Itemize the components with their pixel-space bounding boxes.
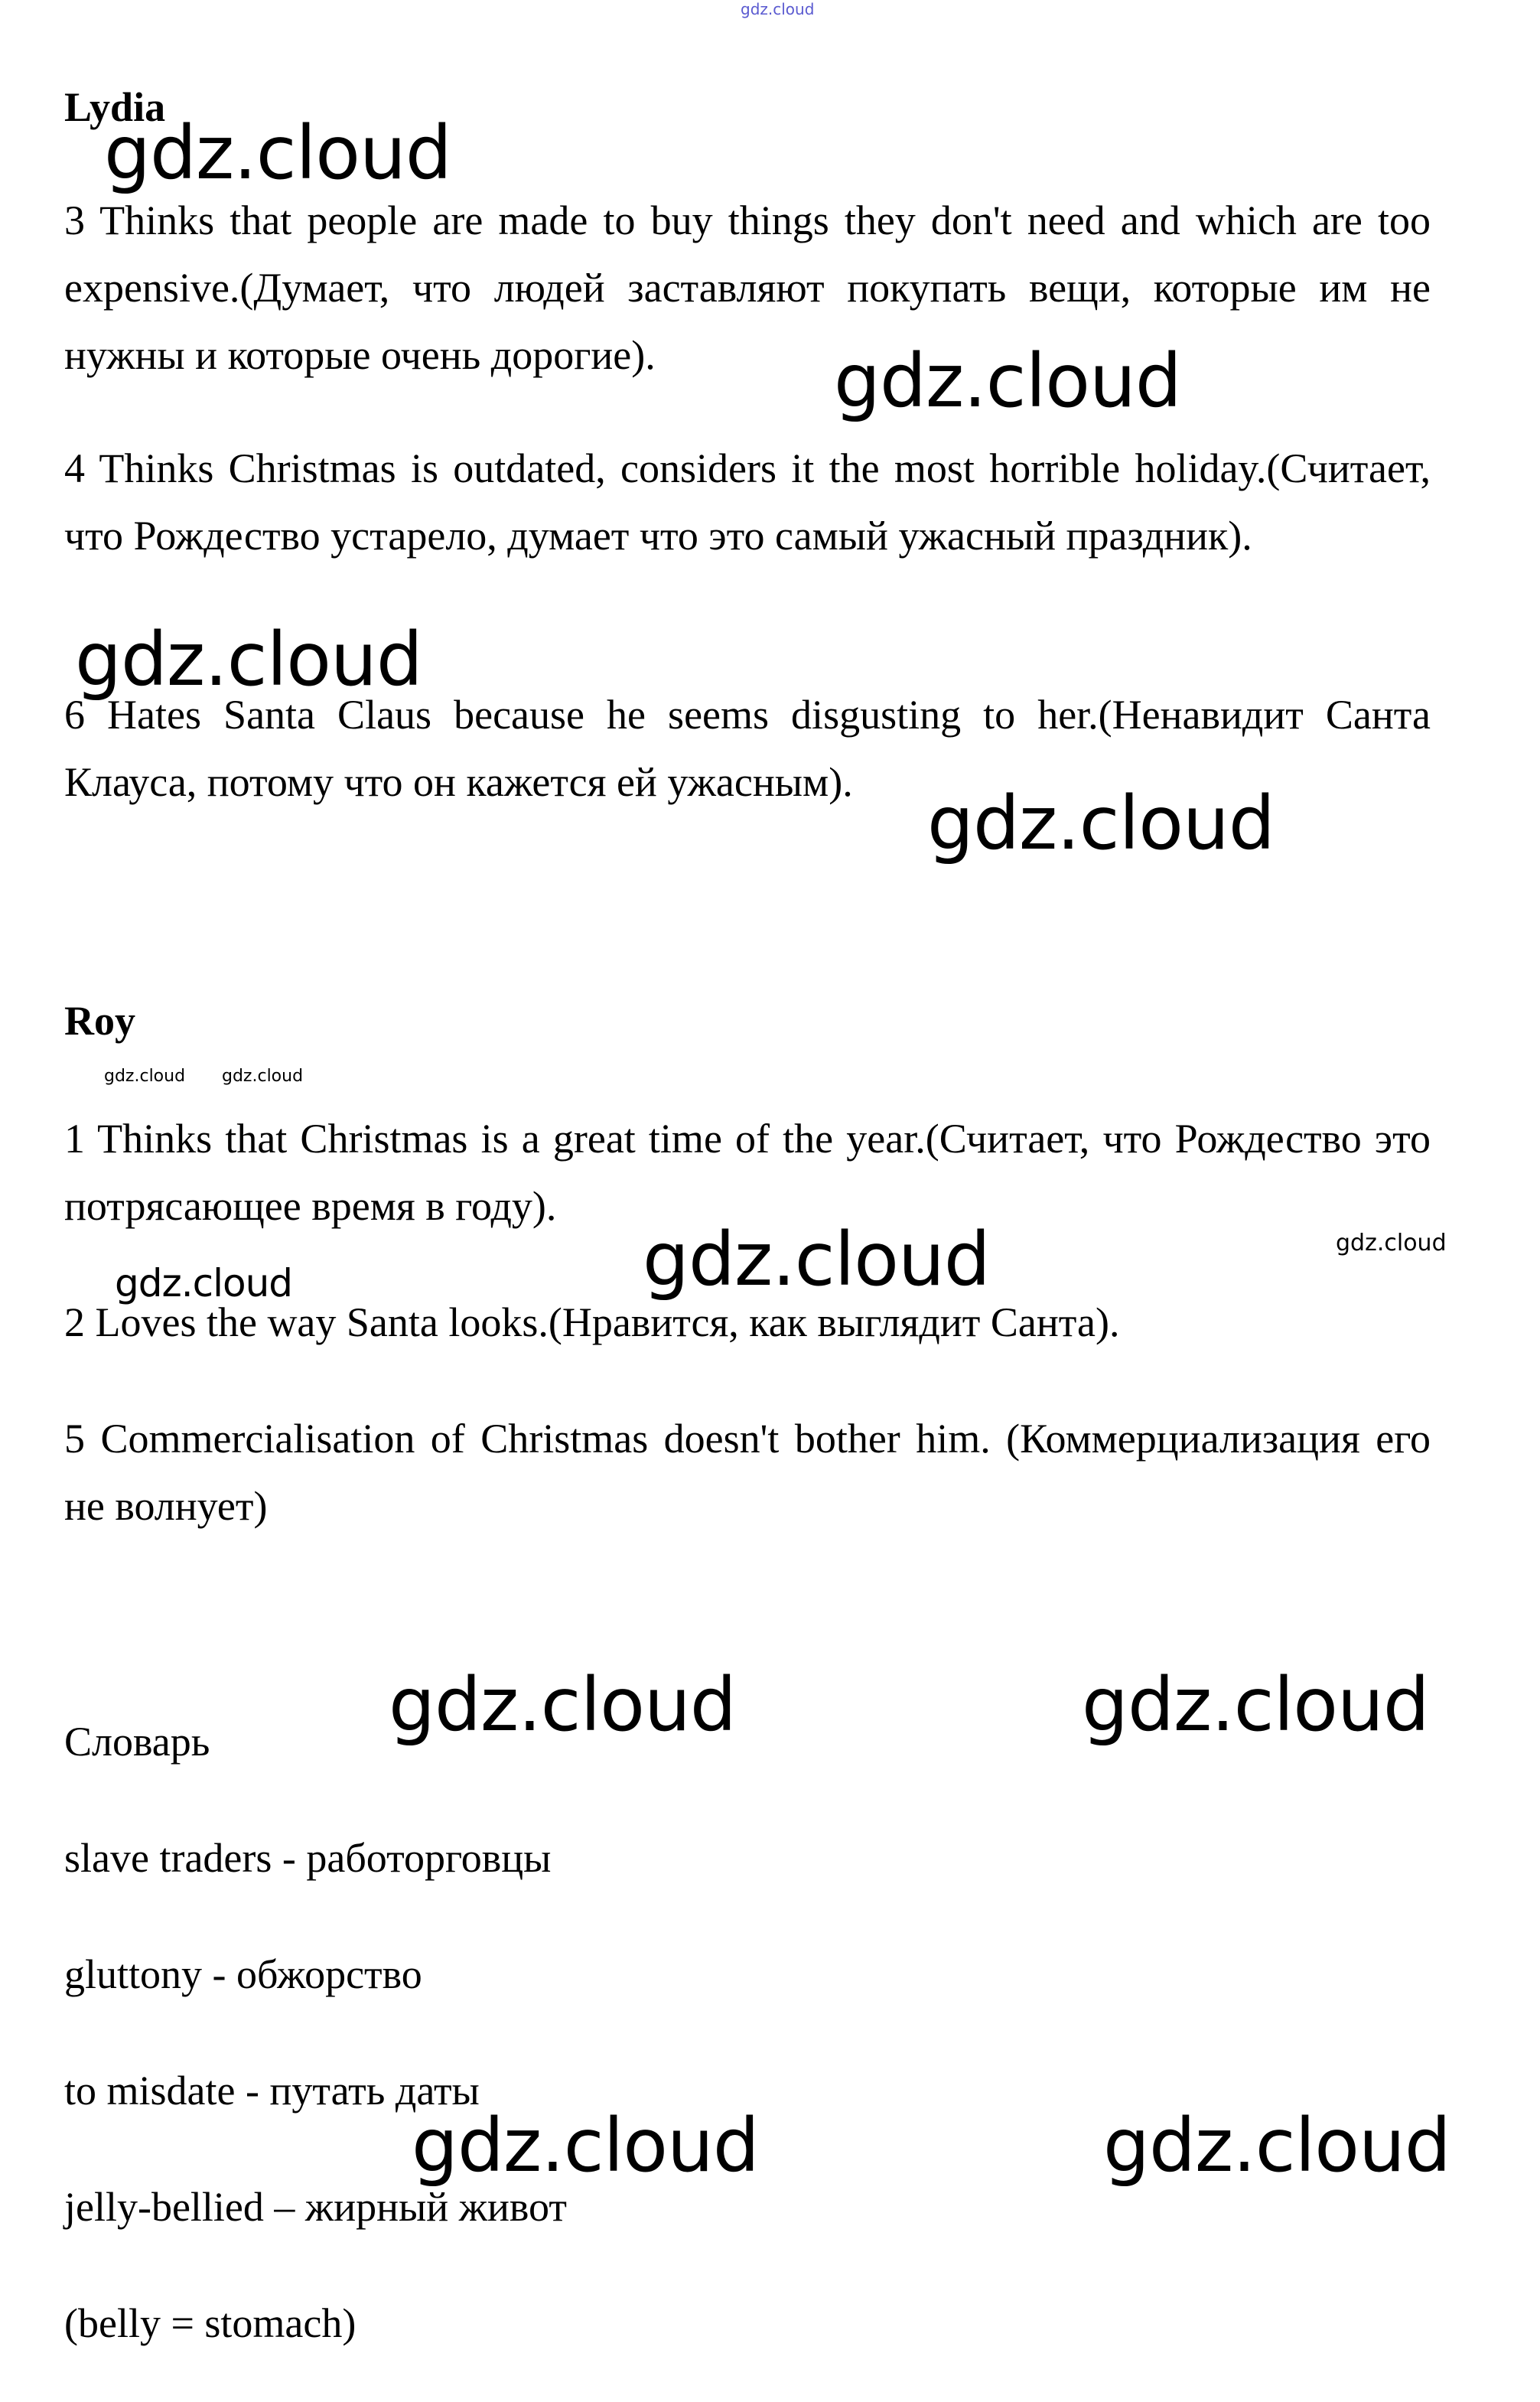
vocabulary-entry: to misdate - путать даты [64, 2068, 480, 2114]
vocabulary-entry: jelly-bellied – жирный живот [64, 2184, 567, 2230]
watermark-small: gdz.cloud [1336, 1230, 1447, 1256]
vocabulary-entry: gluttony - обжорство [64, 1951, 422, 1997]
roy-item-1: 1 Thinks that Christmas is a great time of the year.(Считает, что Рождество это потрясающее время в году). [64, 1116, 1431, 1229]
watermark: gdz.cloud [412, 2103, 759, 2189]
lydia-item-6: 6 Hates Santa Claus because he seems disgusting to her.(Ненавидит Санта Клауса, потому что он кажется ей ужасным). [64, 692, 1431, 805]
vocabulary-entry: slave traders - работорговцы [64, 1835, 552, 1881]
watermark: gdz.cloud [1082, 1662, 1429, 1748]
watermark: gdz.cloud [927, 781, 1275, 866]
watermark-small: gdz.cloud [222, 1067, 304, 1086]
watermark-small: gdz.cloud [104, 1067, 186, 1086]
watermark-top: gdz.cloud [741, 0, 815, 18]
watermark: gdz.cloud [1103, 2103, 1450, 2189]
watermark: gdz.cloud [115, 1261, 293, 1305]
vocabulary-heading: Словарь [64, 1719, 210, 1765]
lydia-heading: Lydia [64, 84, 166, 130]
roy-heading: Roy [64, 998, 135, 1044]
roy-item-2: 2 Loves the way Santa looks.(Нравится, как выглядит Санта). [64, 1299, 1120, 1345]
watermark: gdz.cloud [834, 338, 1181, 424]
vocabulary-entry: (belly = stomach) [64, 2300, 357, 2346]
watermark: gdz.cloud [643, 1217, 990, 1302]
lydia-item-4: 4 Thinks Christmas is outdated, considers it the most horrible holiday.(Считает, что Рождество устарело, думает что это самый ужасный праздник). [64, 445, 1431, 559]
roy-item-5: 5 Commercialisation of Christmas doesn't bother him. (Коммерциализация его не волнует) [64, 1416, 1431, 1529]
watermark: gdz.cloud [104, 110, 451, 196]
watermark: gdz.cloud [389, 1662, 736, 1748]
watermark: gdz.cloud [75, 617, 422, 702]
lydia-item-3: 3 Thinks that people are made to buy things they don't need and which are too expensive.(Думает, что людей заставляют покупать вещи, которые им не нужны и которые очень дорогие). [64, 197, 1431, 378]
